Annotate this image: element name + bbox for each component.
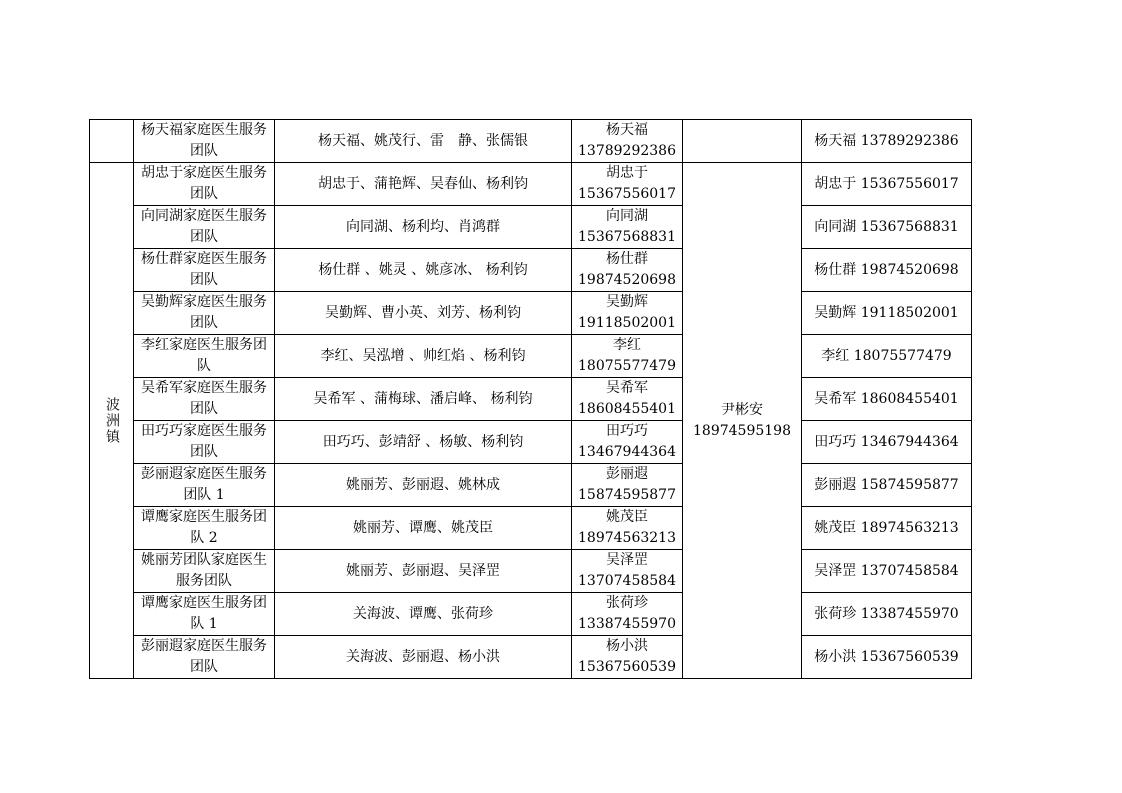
leader-phone: 13387455970 xyxy=(578,616,676,632)
team-leader-cell xyxy=(572,292,683,335)
table-row xyxy=(90,249,972,292)
leader-phone: 18974563213 xyxy=(578,530,676,546)
team-name-cell: 李红家庭医生服务团队 xyxy=(134,335,275,378)
contact-cell: 彭丽遐 15874595877 xyxy=(802,464,972,507)
leader-name: 胡忠于 xyxy=(606,165,648,181)
team-name-cell: 杨天福家庭医生服务团队 xyxy=(134,120,275,163)
team-leader-cell xyxy=(572,636,683,679)
leader-name: 吴勤辉 xyxy=(606,294,648,310)
supervisor-cell-empty xyxy=(683,120,802,163)
table-row xyxy=(90,378,972,421)
team-leader-cell xyxy=(572,464,683,507)
team-leader-cell xyxy=(572,163,683,206)
table-row xyxy=(90,593,972,636)
leader-phone: 13467944364 xyxy=(578,444,676,460)
team-members-cell: 李红、吴泓增 、帅红焰 、杨利钧 xyxy=(275,335,572,378)
leader-name: 吴希军 xyxy=(606,380,648,396)
contact-cell: 向同湖 15367568831 xyxy=(802,206,972,249)
leader-name: 张荷珍 xyxy=(606,595,648,611)
table-row xyxy=(90,335,972,378)
table-row xyxy=(90,464,972,507)
team-name-cell: 吴勤辉家庭医生服务团队 xyxy=(134,292,275,335)
team-name-cell: 姚丽芳团队家庭医生服务团队 xyxy=(134,550,275,593)
team-name-cell: 彭丽遐家庭医生服务团队 1 xyxy=(134,464,275,507)
contact-cell: 张荷珍 13387455970 xyxy=(802,593,972,636)
table-row xyxy=(90,206,972,249)
team-name-cell: 田巧巧家庭医生服务团队 xyxy=(134,421,275,464)
table-row xyxy=(90,636,972,679)
supervisor-phone: 18974595198 xyxy=(693,422,791,439)
leader-phone: 15874595877 xyxy=(578,487,676,503)
team-leader-cell xyxy=(572,507,683,550)
team-name-cell: 杨仕群家庭医生服务团队 xyxy=(134,249,275,292)
team-members-cell: 杨仕群 、姚灵 、姚彦冰、 杨利钧 xyxy=(275,249,572,292)
leader-phone: 15367560539 xyxy=(578,659,676,675)
contact-cell: 胡忠于 15367556017 xyxy=(802,163,972,206)
table-row xyxy=(90,550,972,593)
team-name-cell: 吴希军家庭医生服务团队 xyxy=(134,378,275,421)
contact-cell: 杨天福 13789292386 xyxy=(802,120,972,163)
leader-phone: 13707458584 xyxy=(578,573,676,589)
leader-phone: 15367556017 xyxy=(578,186,676,202)
town-cell: 波洲镇 xyxy=(90,163,134,679)
town-cell-empty xyxy=(90,120,134,163)
contact-cell: 杨仕群 19874520698 xyxy=(802,249,972,292)
team-members-cell: 姚丽芳、彭丽遐、吴泽罡 xyxy=(275,550,572,593)
contact-cell: 李红 18075577479 xyxy=(802,335,972,378)
team-name-cell: 向同湖家庭医生服务团队 xyxy=(134,206,275,249)
contact-cell: 吴泽罡 13707458584 xyxy=(802,550,972,593)
team-members-cell: 关海波、谭鹰、张荷珍 xyxy=(275,593,572,636)
leader-name: 李红 xyxy=(613,337,641,353)
team-name-cell: 谭鹰家庭医生服务团队 1 xyxy=(134,593,275,636)
leader-phone: 19874520698 xyxy=(578,272,676,288)
leader-name: 田巧巧 xyxy=(606,423,648,439)
leader-name: 彭丽遐 xyxy=(606,466,648,482)
team-table-body xyxy=(90,120,972,679)
contact-cell: 杨小洪 15367560539 xyxy=(802,636,972,679)
leader-name: 向同湖 xyxy=(606,208,648,224)
contact-cell: 姚茂臣 18974563213 xyxy=(802,507,972,550)
team-name-cell: 彭丽遐家庭医生服务团队 xyxy=(134,636,275,679)
leader-name: 姚茂臣 xyxy=(606,509,648,525)
leader-phone: 13789292386 xyxy=(578,143,676,159)
leader-name: 吴泽罡 xyxy=(606,552,648,568)
leader-phone: 18075577479 xyxy=(578,358,676,374)
contact-cell: 吴希军 18608455401 xyxy=(802,378,972,421)
table-row xyxy=(90,507,972,550)
team-members-cell: 关海波、彭丽遐、杨小洪 xyxy=(275,636,572,679)
team-leader-cell xyxy=(572,335,683,378)
team-leader-cell xyxy=(572,249,683,292)
contact-cell: 吴勤辉 19118502001 xyxy=(802,292,972,335)
team-leader-cell xyxy=(572,120,683,163)
team-members-cell: 胡忠于、蒲艳辉、吴春仙、杨利钧 xyxy=(275,163,572,206)
team-members-cell: 姚丽芳、彭丽遐、姚林成 xyxy=(275,464,572,507)
team-members-cell: 姚丽芳、谭鹰、姚茂臣 xyxy=(275,507,572,550)
team-table xyxy=(89,119,972,679)
leader-phone: 18608455401 xyxy=(578,401,676,417)
team-name-cell: 谭鹰家庭医生服务团队 2 xyxy=(134,507,275,550)
team-members-cell: 吴希军 、蒲梅球、潘启峰、 杨利钧 xyxy=(275,378,572,421)
team-members-cell: 吴勤辉、曹小英、刘芳、杨利钧 xyxy=(275,292,572,335)
leader-phone: 15367568831 xyxy=(578,229,676,245)
team-leader-cell xyxy=(572,550,683,593)
leader-phone: 19118502001 xyxy=(578,315,676,331)
team-leader-cell xyxy=(572,378,683,421)
leader-name: 杨天福 xyxy=(606,122,648,138)
team-leader-cell xyxy=(572,206,683,249)
table-row xyxy=(90,163,972,206)
supervisor-cell xyxy=(683,163,802,679)
supervisor-name: 尹彬安 xyxy=(721,401,763,418)
contact-cell: 田巧巧 13467944364 xyxy=(802,421,972,464)
team-leader-cell xyxy=(572,593,683,636)
team-members-cell: 杨天福、姚茂行、雷 静、张儒银 xyxy=(275,120,572,163)
team-name-cell: 胡忠于家庭医生服务团队 xyxy=(134,163,275,206)
table-row xyxy=(90,120,972,163)
team-members-cell: 向同湖、杨利均、肖鸿群 xyxy=(275,206,572,249)
team-leader-cell xyxy=(572,421,683,464)
leader-name: 杨小洪 xyxy=(606,638,648,654)
table-row xyxy=(90,421,972,464)
team-members-cell: 田巧巧、彭靖舒 、杨敏、杨利钧 xyxy=(275,421,572,464)
leader-name: 杨仕群 xyxy=(606,251,648,267)
table-row xyxy=(90,292,972,335)
